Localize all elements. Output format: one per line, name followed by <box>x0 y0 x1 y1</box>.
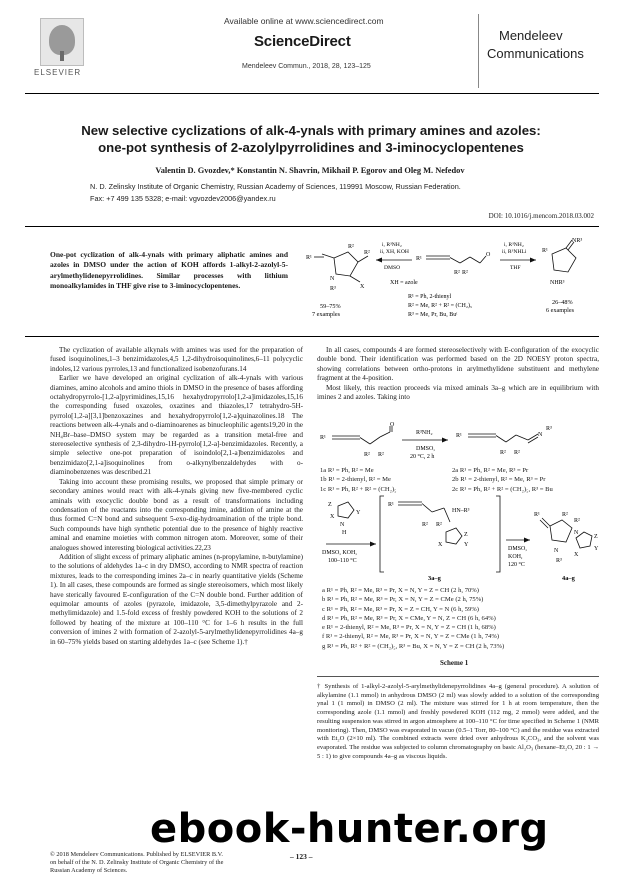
scheme-legend-4f: f R¹ = 2-thienyl, R² = Me, R³ = Pr, X = N, Y = Z = CMe (1 h, 74%) <box>322 633 500 641</box>
journal-citation: Mendeleev Commun., 2018, 28, 123–125 <box>242 63 371 70</box>
footnote-text: † Synthesis of 1-alkyl-2-azolyl-5-arylmethylidenepyrrolidines 4a–g (general procedure). A solution of alkylamine (1.1 mmol) in anhydrous DMSO (2 ml) was slowly added to a solution of the corresponding ynal 1 (1 mmol) in DMSO (2 ml). The mixture was stirred for 1 h at room temperature, then the corresponding azole (1.1 mmol) and freshly powdered KOH (112 mg, 2 mmol) were added, and the resulting suspension was stirred in argon atmosphere at 100–110 °C for time specified in Scheme 1 (NMR monitoring). Then, DMSO was evaporated in vacuo (0.5–1 Torr, 80–100 °C) and the residue was extracted with Et₂O (2×10 ml). The combined extracts were dried over anhydrous K₂CO₃, and the solvent was evaporated. The residue was subjected to column chromatography on basic Al₂O₃ (hexane–Et₂O, 20 : 1 → 5 : 1) to give compounds 4a–g as viscous liquids. <box>317 683 599 760</box>
scheme-aminal-nh: HN–R³ <box>452 508 470 514</box>
scheme-cond-top-2: DMSO, <box>416 446 435 452</box>
scheme-legend-1b: 1b R¹ = 2-thienyl, R² = Me <box>320 476 391 484</box>
scheme-imine-r2b: R² <box>514 450 520 456</box>
scheme-product-x: X <box>574 552 579 558</box>
page-number: – 123 – <box>290 852 313 861</box>
scheme-product-y: Y <box>594 546 599 552</box>
footer-line3: Russian Academy of Sciences. <box>50 867 128 874</box>
scheme-azole-x: X <box>330 514 335 520</box>
publisher-logo-text: ELSEVIER <box>34 68 82 77</box>
scheme-azole <box>338 502 354 518</box>
watermark: ebook-hunter.org <box>150 806 549 852</box>
ga-r1-def: R¹ = Ph, 2-thienyl <box>408 294 452 300</box>
contact[interactable]: Fax: +7 499 135 5328; e-mail: vgvozdev2006@yandex.ru <box>90 194 276 203</box>
abstract-top-rule <box>25 226 599 227</box>
scheme-legend-4d: d R¹ = Ph, R² = Me, R³ = Pr, X = CMe, Y = N, Z = CH (6 h, 64%) <box>322 614 496 622</box>
ga-left-r3: R³ <box>330 286 336 292</box>
ga-left-count: 7 examples <box>312 311 341 318</box>
ga-right-yield: 26–48% <box>552 299 573 306</box>
elsevier-tree-logo <box>40 18 84 66</box>
ga-left-x: X <box>360 284 365 290</box>
scheme-product-r2b: R² <box>574 518 580 524</box>
scheme-aminal-r2b: R² <box>436 522 442 528</box>
scheme-label-3: 3a–g <box>428 575 441 582</box>
affiliation: N. D. Zelinsky Institute of Organic Chemistry, Russian Academy of Sciences, 119991 Moscow, Russian Federation. <box>90 182 461 191</box>
scheme-aminal-r1: R¹ <box>388 502 394 508</box>
ga-left-n: N <box>330 276 335 282</box>
scheme-1-structures <box>318 422 600 582</box>
authors: Valentin D. Gvozdev,* Konstantin N. Shavrin, Mikhail P. Egorov and Oleg M. Nefedov <box>155 166 465 175</box>
ga-cond-left-2: ii, XH, KOH <box>380 249 409 255</box>
ga-xh-note: XH = azole <box>390 280 418 286</box>
body-right-paragraph: In all cases, compounds 4 are formed stereoselectively with E-configuration of the exocyclic double bond. Their identification was performed based on the 2D NOESY proton spectra, showing correlations between ortho-protons in arylmethylidene substituent and methylene fragment at the 4-position. <box>317 346 599 383</box>
scheme-cond-top-3: 20 °C, 2 h <box>410 454 435 460</box>
graphical-abstract <box>304 232 596 332</box>
ga-ynal-r2b: R² <box>462 270 468 276</box>
scheme-legend-4c: c R¹ = Ph, R² = Me, R³ = Pr, X = Z = CH, Y = N (6 h, 59%) <box>322 605 479 613</box>
scheme-product-z: Z <box>594 534 598 540</box>
scheme-aminal-y: Y <box>464 542 469 548</box>
ga-left-yield: 59–75% <box>320 303 341 310</box>
ga-left-r1: R¹ <box>306 255 312 261</box>
scheme-ynal-1 <box>332 426 392 444</box>
scheme-legend-4a: a R¹ = Ph, R² = Me, R³ = Pr, X = N, Y = Z = CH (2 h, 70%) <box>322 587 479 594</box>
scheme-legend-4e: e R¹ = 2-thienyl, R² = Me, R³ = Pr, X = N, Y = Z = CH (1 h, 68%) <box>322 624 496 632</box>
ga-left-r2b: R² <box>364 250 370 256</box>
scheme-imine-n: N <box>538 432 543 438</box>
ga-ynal <box>426 256 486 263</box>
body-left-paragraph: Taking into account these promising results, we proposed that simple primary or secondary amines would react with alk-4-ynals giving new five-membered cyclic aminals with exocyclic double bond as a result of transformations including condensation of the reactants into the corresponding imine, addition of amine at the thus formed C=N bond and subsequent 5-exo-dig-hydroamination of the triple bond. Such compounds have high synthetic potential due to the presence of highly reactive aminal and enamine moieties with common nitrogen atom. Moreover, some of their analogues showed interesting biological activities.22,23 <box>50 477 303 552</box>
journal-name-line1: Mendeleev <box>499 28 563 43</box>
scheme-product-n2: N <box>574 530 579 536</box>
ga-right-nhr3: NHR³ <box>550 280 565 286</box>
footer-copyright: © 2018 Mendeleev Communications. Published by ELSEVIER B.V. <box>50 851 223 858</box>
scheme-r1: R¹ <box>320 435 326 441</box>
scheme-product-4 <box>540 518 592 548</box>
ga-right-nr3: NR³ <box>572 238 583 244</box>
scheme-label-4: 4a–g <box>562 575 575 582</box>
scheme-azole-h: H <box>342 530 347 536</box>
abstract-text: One-pot cyclization of alk-4-ynals with primary aliphatic amines and azoles in DMSO under the action of KOH affords 1-alkyl-2-azolyl-5-arylmethylidenepyrrolidines. Similar processes with lithium monoalkylamides in THF give rise to 3-iminocyclopentenes. <box>50 250 288 291</box>
scheme-legend-4b: b R¹ = Ph, R² = Me, R³ = Pr, X = N, Y = Z = CMe (2 h, 75%) <box>322 596 484 604</box>
ga-ynal-r2: R² <box>454 270 460 276</box>
ga-cond-right-1: i, R³NH₂ <box>504 242 524 248</box>
scheme-imine-r2: R² <box>500 450 506 456</box>
body-left-paragraph: Addition of slight excess of primary aliphatic amines (n-propylamine, n-butylamine) to the solutions of aldehydes 1a–c in dry DMSO, according to NMR spectra of reaction mixtures, leads to the corresponding imines 2a–c in nearly quantitative yields (Scheme 1). In all cases, these compounds are formed as single stereoisomers, which most likely have sterically favoured E-configuration of the C=N double bond. Further addition of equimolar amounts of azoles (pyrazole, imidazole, 3,5-dimethylpyrazole and 2-methylimidazole) and 1.5-fold excess of freshly powdered KOH to the solutions of 2 followed by heating of the mixture at 100–110 °C for 1–6 h results in the full conversion of imines 2 with formation of 2-azolyl-5-arylmethylidenepyrrolidines 4a–g in 60–75% yields based on starting aldehydes 1a–c (see Scheme 1).† <box>50 552 303 646</box>
available-online[interactable]: Available online at www.sciencedirect.com <box>224 16 384 26</box>
abstract-bottom-rule <box>25 336 599 337</box>
body-left-column <box>50 346 303 647</box>
ga-product-left <box>314 252 368 282</box>
ga-cond-left-1: i, R³NH₂ <box>382 242 402 248</box>
scheme-cond-top-1: R³NH₂ <box>416 430 433 436</box>
ga-r3-def: R³ = Me, Pr, Bu, Buᵗ <box>408 312 458 318</box>
header-rule <box>25 93 599 94</box>
ga-right-r1: R¹ <box>542 248 548 254</box>
footer-line2: on behalf of the N. D. Zelinsky Institute of Organic Chemistry of the <box>50 859 224 866</box>
body-right-paragraph: Most likely, this reaction proceeds via mixed aminals 3a–g which are in equilibrium with imines 2 and azoles. Taking into <box>317 383 599 402</box>
scheme-r2: R² <box>364 452 370 458</box>
scheme-imine-r1: R¹ <box>456 433 462 439</box>
ga-ynal-r1: R¹ <box>416 256 422 262</box>
article-title-line1: New selective cyclizations of alk-4-ynals with primary amines and azoles: <box>81 123 541 138</box>
body-left-paragraph: Earlier we have developed an original cyclization of alk-4-ynals with various diamines, amino alcohols and amino thiols in DMSO in the presence of bases affording octahydropyrrolo-[1,2-a]pyrimidines,15,16 hexahydropyrrolo[1,2-a]imidazoles,15,16 the corresponding fused oxazoles, oxazines and thiazoles,17 tetrahydro-5H-pyrrolo[1,2-a][3,1]benzoxazines and hexahydropyrrolo[1,2-a]quinazolines.18 The reactions between alk-4-ynals and o-diaminoarenes as binucleophilic agents19,20 in the NH₄Br–base–DMSO system may be regarded as a transition metal-free and stereoselective synthesis of 2,3-dihydro-1H-pyrrolo[1,2-a]-benzimidazoles. Recently, a simple selective one-pot preparation of isoindolo[2,1-a]benzimidazoles and benzimidazo[2,1-a]isoquinolines from o-alkynylbenzaldehydes with o-diaminobenzenes was described.21 <box>50 374 303 477</box>
footnote-rule <box>317 676 599 677</box>
scheme-product-r3: R³ <box>556 558 562 564</box>
scheme-imine-2 <box>468 434 538 443</box>
scheme-product-r2: R² <box>562 512 568 518</box>
scheme-azole-nh: N <box>340 522 345 528</box>
scheme-aminal-r2: R² <box>422 522 428 528</box>
scheme-azole-y: Y <box>356 510 361 516</box>
body-left-paragraph: The cyclization of available alkynals with amines was used for the preparation of fused isoquinolines,1–3 benzimidazoles,4,5 1,2-dihydroisoquinolines,6–11 polycyclic indoles,12 various pyrroles,13 and functionalized isobenzofurans.14 <box>50 346 303 373</box>
ga-ynal-o: O <box>486 252 491 258</box>
scheme-cond-left-2: 100–110 °C <box>328 558 357 564</box>
ga-product-right <box>552 240 576 272</box>
scheme-o: O <box>390 422 395 428</box>
sciencedirect-wordmark[interactable]: ScienceDirect <box>254 33 351 50</box>
scheme-cond-right-1: DMSO, <box>508 546 527 552</box>
scheme-legend-4g: g R¹ = Ph, R² + R² = (CH₂)₅, R³ = Bu, X = N, Y = Z = CH (2 h, 73%) <box>322 642 505 650</box>
scheme-legend-2 <box>452 466 553 494</box>
scheme-legend-4 <box>322 586 504 651</box>
scheme-product-r1: R¹ <box>534 512 540 518</box>
scheme-legend-1c: 1c R¹ = Ph, R² + R² = (CH₂)₅ <box>320 485 397 493</box>
journal-name-line2: Communications <box>487 46 584 61</box>
scheme-cond-right-3: 120 °C <box>508 562 525 568</box>
scheme-aminal-z: Z <box>464 532 468 538</box>
journal-box <box>478 14 600 88</box>
article-title-line2: one-pot synthesis of 2-azolylpyrrolidines and 3-iminocyclopentenes <box>98 140 524 155</box>
scheme-legend-2a: 2a R¹ = Ph, R² = Me, R³ = Pr <box>452 467 529 474</box>
scheme-imine-r3: R³ <box>546 426 552 432</box>
scheme-r2b: R² <box>378 452 384 458</box>
scheme-cond-left-1: DMSO, KOH, <box>322 550 357 556</box>
scheme-legend-2c: 2c R¹ = Ph, R² + R² = (CH₂)₅, R³ = Bu <box>452 485 553 493</box>
scheme-caption: Scheme 1 <box>440 659 469 667</box>
ga-cond-left-3: DMSO <box>384 265 401 271</box>
scheme-legend-2b: 2b R¹ = 2-thienyl, R² = Me, R³ = Pr <box>452 476 546 484</box>
scheme-legend-1 <box>320 466 396 494</box>
scheme-legend-1a: 1a R¹ = Ph, R² = Me <box>320 467 374 474</box>
ga-left-r2a: R² <box>348 244 354 250</box>
ga-cond-right-2: ii, R³NHLi <box>502 249 527 255</box>
ga-right-count: 6 examples <box>546 307 575 314</box>
ga-r2-def: R² = Me, R² + R² = (CH₂)₅ <box>408 303 473 309</box>
body-right-column <box>317 346 599 402</box>
scheme-product-n: N <box>554 548 559 554</box>
ga-cond-right-3: THF <box>510 265 521 271</box>
scheme-cond-right-2: KOH, <box>508 554 523 560</box>
scheme-aminal-x: X <box>438 542 443 548</box>
doi[interactable]: DOI: 10.1016/j.mencom.2018.03.002 <box>488 212 594 220</box>
scheme-azole-z: Z <box>328 502 332 508</box>
